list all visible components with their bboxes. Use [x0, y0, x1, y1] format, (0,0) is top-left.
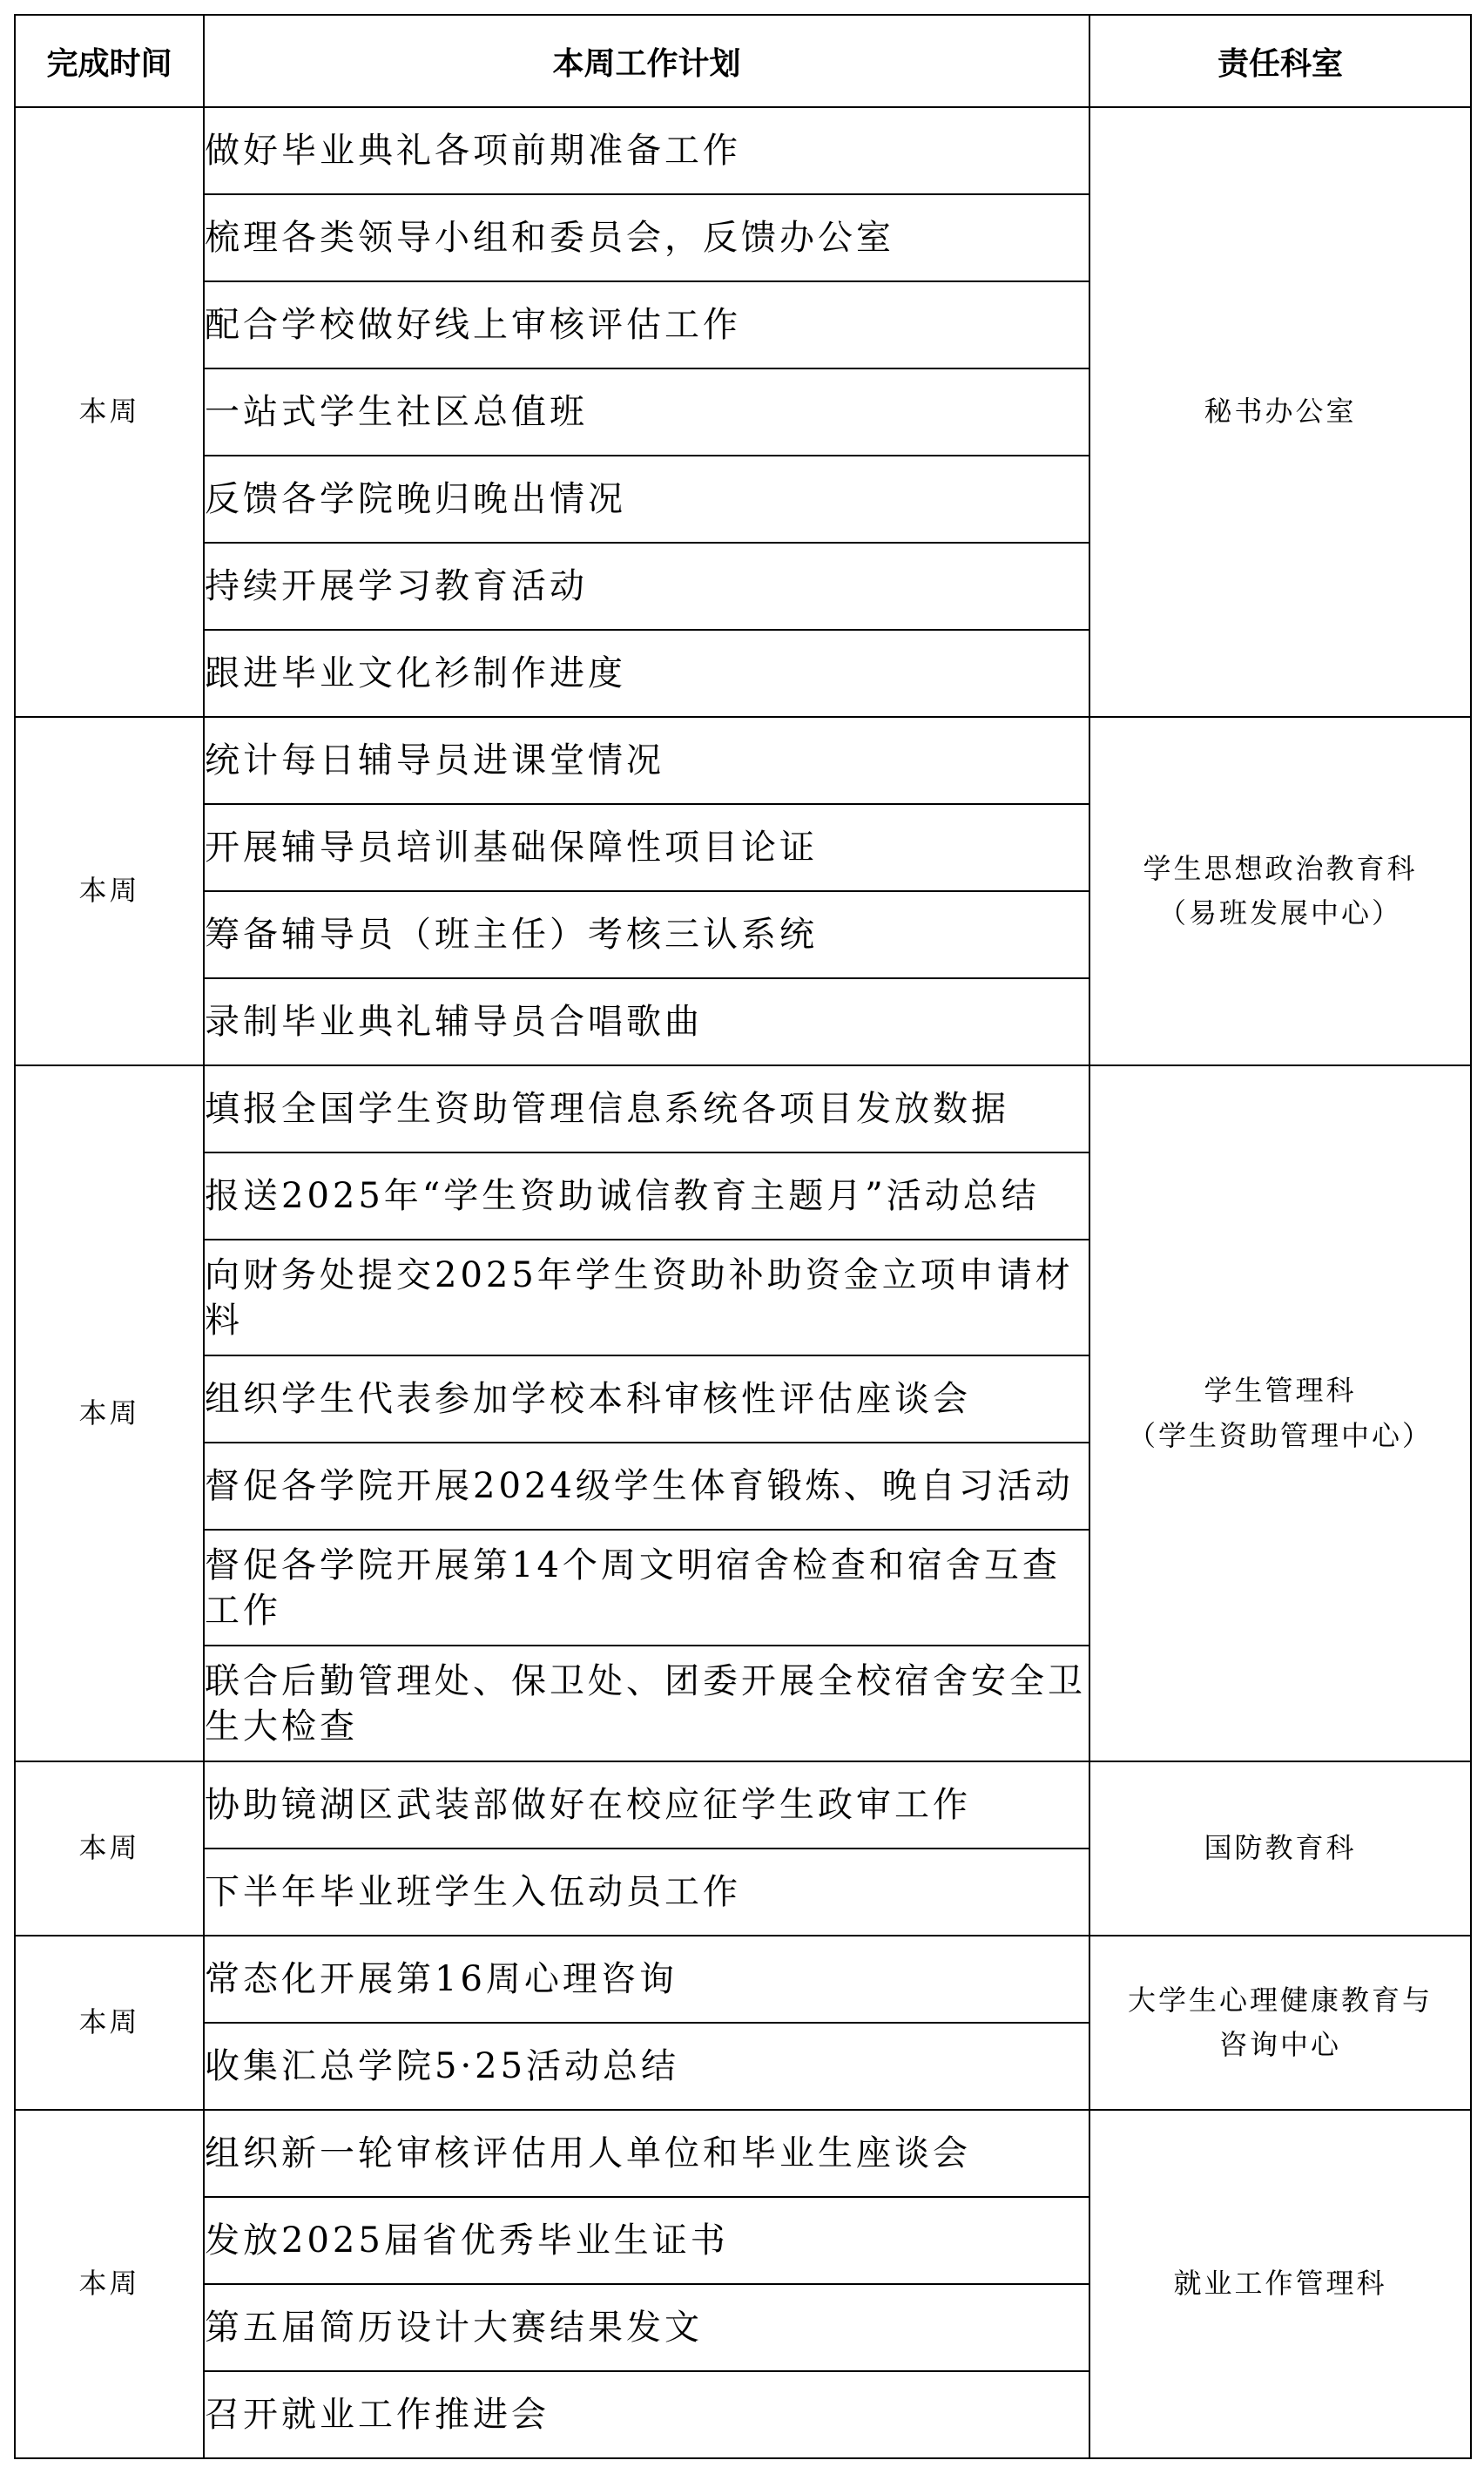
table-row	[15, 107, 1471, 194]
table-row	[15, 1761, 1471, 1849]
completion-time-cell: 本周	[15, 717, 204, 1065]
header-time: 完成时间	[15, 15, 204, 107]
responsible-office-cell	[1089, 1761, 1471, 1936]
office-name-line: 学生管理科	[1204, 1374, 1357, 1408]
header-row	[15, 15, 1471, 107]
office-name-line: 国防教育科	[1204, 1831, 1357, 1865]
task-cell: 填报全国学生资助管理信息系统各项目发放数据	[204, 1065, 1089, 1152]
table-row	[15, 717, 1471, 804]
task-cell: 做好毕业典礼各项前期准备工作	[204, 107, 1089, 194]
table-row	[15, 1936, 1471, 2023]
task-cell: 一站式学生社区总值班	[204, 368, 1089, 456]
office-name-line: （易班发展中心）	[1157, 896, 1402, 929]
header-office: 责任科室	[1089, 15, 1471, 107]
completion-time-cell: 本周	[15, 1936, 204, 2110]
task-cell: 收集汇总学院5·25活动总结	[204, 2023, 1089, 2110]
office-name-line: 学生思想政治教育科	[1143, 851, 1418, 885]
office-name-line: 咨询中心	[1218, 2028, 1341, 2061]
completion-time-cell: 本周	[15, 107, 204, 717]
responsible-office-cell	[1089, 1065, 1471, 1761]
office-name-line: 就业工作管理科	[1173, 2267, 1387, 2301]
task-cell: 梳理各类领导小组和委员会，反馈办公室	[204, 194, 1089, 281]
completion-time-cell: 本周	[15, 1065, 204, 1761]
task-cell: 统计每日辅导员进课堂情况	[204, 717, 1089, 804]
task-cell: 督促各学院开展第14个周文明宿舍检查和宿舍互查工作	[204, 1530, 1089, 1646]
task-cell: 持续开展学习教育活动	[204, 543, 1089, 630]
task-cell: 常态化开展第16周心理咨询	[204, 1936, 1089, 2023]
task-cell: 向财务处提交2025年学生资助补助资金立项申请材料	[204, 1240, 1089, 1355]
task-cell: 反馈各学院晚归晚出情况	[204, 456, 1089, 543]
task-cell: 召开就业工作推进会	[204, 2371, 1089, 2458]
office-name-line: 秘书办公室	[1204, 395, 1357, 429]
table-row	[15, 2110, 1471, 2197]
completion-time-cell: 本周	[15, 1761, 204, 1936]
responsible-office-cell	[1089, 107, 1471, 717]
header-plan: 本周工作计划	[204, 15, 1089, 107]
task-cell: 开展辅导员培训基础保障性项目论证	[204, 804, 1089, 891]
task-cell: 下半年毕业班学生入伍动员工作	[204, 1849, 1089, 1936]
office-name-line: 大学生心理健康教育与	[1127, 1983, 1433, 2017]
completion-time-cell: 本周	[15, 2110, 204, 2458]
task-cell: 组织新一轮审核评估用人单位和毕业生座谈会	[204, 2110, 1089, 2197]
task-cell: 协助镜湖区武装部做好在校应征学生政审工作	[204, 1761, 1089, 1849]
task-cell: 录制毕业典礼辅导员合唱歌曲	[204, 978, 1089, 1065]
responsible-office-cell	[1089, 2110, 1471, 2458]
task-cell: 筹备辅导员（班主任）考核三认系统	[204, 891, 1089, 978]
weekly-plan-table	[14, 14, 1472, 2459]
task-cell: 组织学生代表参加学校本科审核性评估座谈会	[204, 1355, 1089, 1443]
task-cell: 报送2025年“学生资助诚信教育主题月”活动总结	[204, 1152, 1089, 1240]
office-name-line: （学生资助管理中心）	[1127, 1418, 1433, 1452]
responsible-office-cell	[1089, 717, 1471, 1065]
task-cell: 发放2025届省优秀毕业生证书	[204, 2197, 1089, 2284]
task-cell: 督促各学院开展2024级学生体育锻炼、晚自习活动	[204, 1443, 1089, 1530]
task-cell: 配合学校做好线上审核评估工作	[204, 281, 1089, 368]
responsible-office-cell	[1089, 1936, 1471, 2110]
task-cell: 第五届简历设计大赛结果发文	[204, 2284, 1089, 2371]
task-cell: 跟进毕业文化衫制作进度	[204, 630, 1089, 717]
table-row	[15, 1065, 1471, 1152]
task-cell: 联合后勤管理处、保卫处、团委开展全校宿舍安全卫生大检查	[204, 1646, 1089, 1761]
